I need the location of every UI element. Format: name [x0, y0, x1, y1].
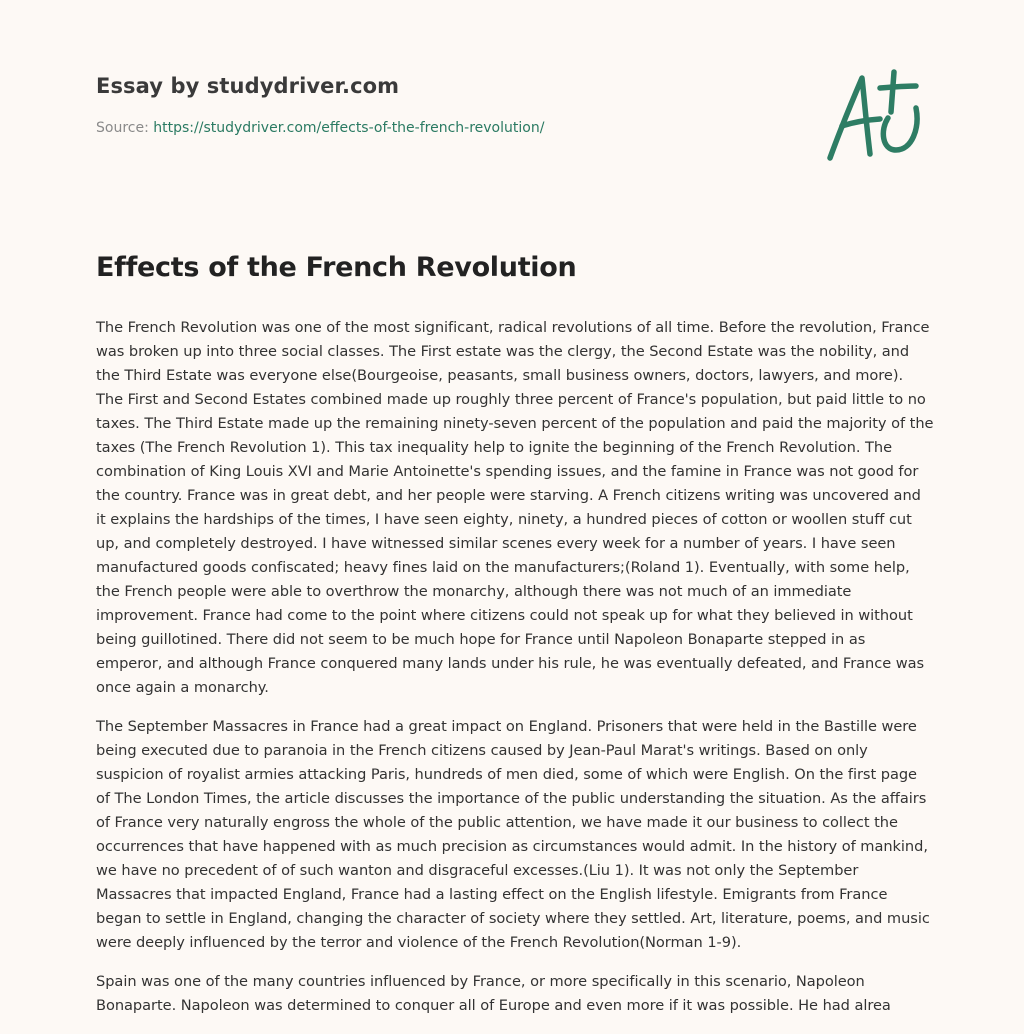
- brand-title: Essay by studydriver.com: [96, 74, 400, 98]
- essay-paragraph: Spain was one of the many countries influenced by France, or more specifically in this scenario, Napoleon Bonaparte. Napoleon was determined to conquer all of Europe and even more if it was possible. He had alrea: [96, 973, 891, 1014]
- essay-header: [96, 74, 796, 136]
- essay-paragraph: The French Revolution was one of the most significant, radical revolutions of all time. Before the revolution, France was broken up into three social classes. The First estate was the clergy, the Second Estate was the nobility, and the Third Estate was everyone else(Bourgeoise, peasants, small business owners, doctors, lawyers, and more). The First and Second Estates combined made up roughly three percent of France's population, but paid little to no taxes. The Third Estate made up the remaining ninety-seven percent of the population and paid the majority of the taxes (The French Revolution 1). This tax inequality help to ignite the beginning of the French Revolution. The combination of King Louis XVI and Marie Antoinette's spending issues, and the famine in France was not good for the country. France was in great debt, and her people were starving. A French citizens writing was uncovered and it explains the hardships of the times, I have seen eighty, ninety, a hundred pieces of cotton or woollen stuff cut up, and completely destroyed. I have witnessed similar scenes every week for a number of years. I have seen manufactured goods confiscated; heavy fines laid on the manufacturers;(Roland 1). Eventually, with some help, the French people were able to overthrow the monarchy, although there was not much of an immediate improvement. France had come to the point where citizens could not speak up for what they believed in without being guillotined. There did not seem to be much hope for France until Napoleon Bonaparte stepped in as emperor, and although France conquered many lands under his rule, he was eventually defeated, and France was once again a monarchy.: [96, 319, 934, 696]
- essay-title: Effects of the French Revolution: [96, 252, 577, 283]
- source-link[interactable]: https://studydriver.com/effects-of-the-french-revolution/: [153, 120, 545, 136]
- source-label: Source:: [96, 120, 154, 136]
- essay-body: [96, 316, 934, 1033]
- a-plus-icon: [820, 66, 928, 166]
- source-line: [96, 120, 796, 136]
- essay-paragraph: The September Massacres in France had a great impact on England. Prisoners that were held in the Bastille were being executed due to paranoia in the French citizens caused by Jean-Paul Marat's writings. Based on only suspicion of royalist armies attacking Paris, hundreds of men died, some of which were English. On the first page of The London Times, the article discusses the importance of the public understanding the situation. As the affairs of France very naturally engross the whole of the public attention, we have made it our business to collect the occurrences that have happened with as much precision as circumstances would admit. In the history of mankind, we have no precedent of of such wanton and disgraceful excesses.(Liu 1). It was not only the September Massacres that impacted England, France had a lasting effect on the English lifestyle. Emigrants from France began to settle in England, changing the character of society where they settled. Art, literature, poems, and music were deeply influenced by the terror and violence of the French Revolution(Norman 1-9).: [96, 718, 930, 951]
